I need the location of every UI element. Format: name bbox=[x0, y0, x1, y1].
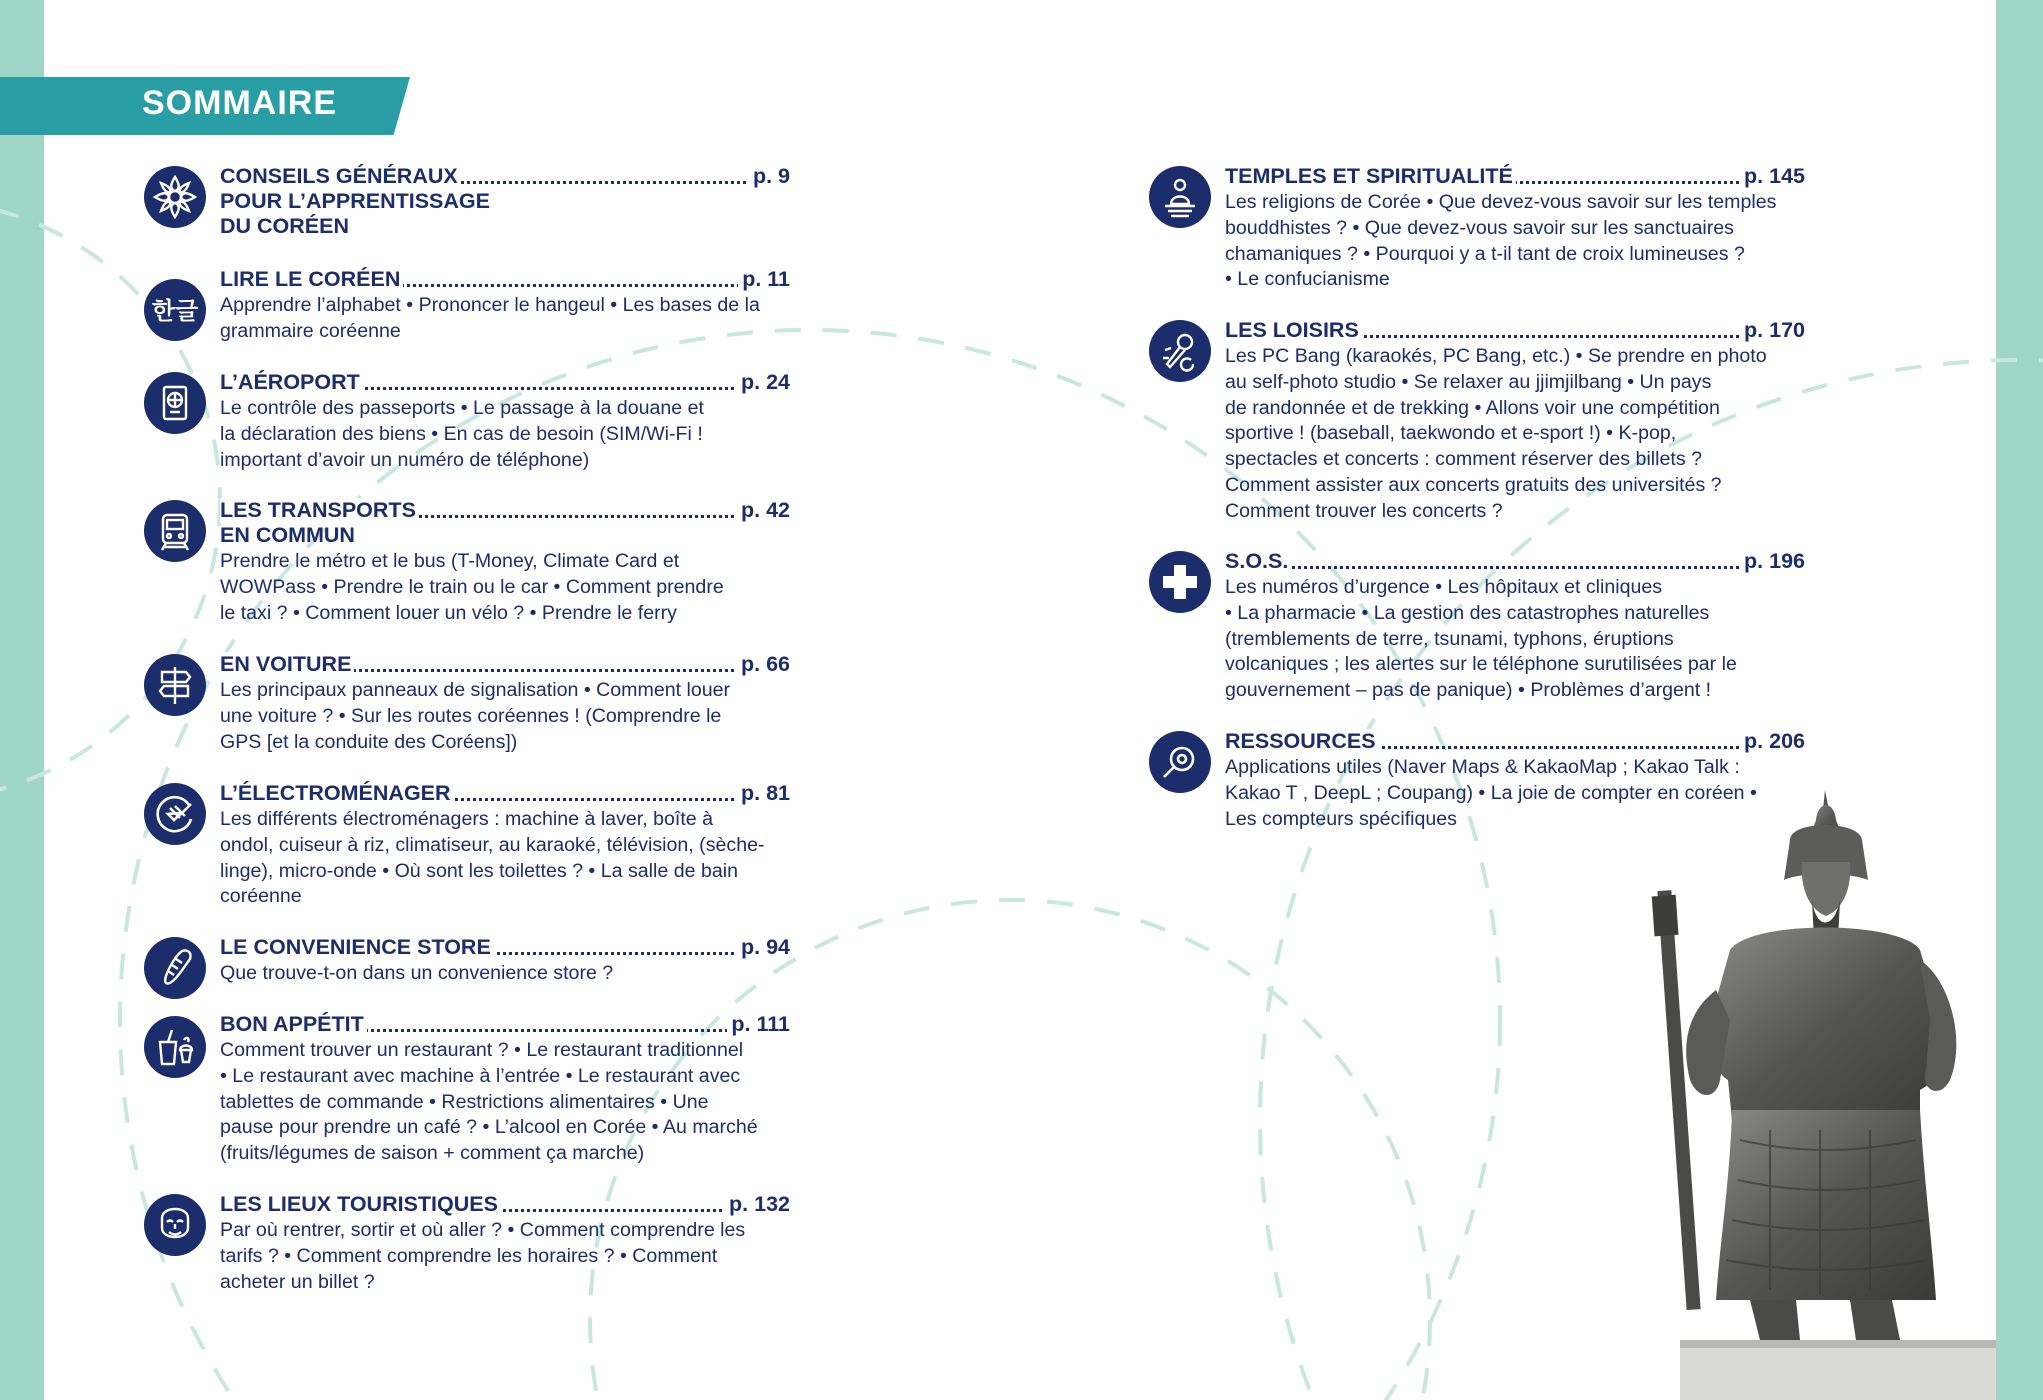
entry-description: Les numéros d’urgence • Les hôpitaux et cliniques • La pharmacie • La gestion des catastrophes naturelles (tremblements de terre, tsunami, typhons, éruptions volcaniques ; les alertes sur le téléphone surutilisées par le gouvernement – pas de panique) • Problèmes d’argent ! bbox=[1225, 576, 1737, 702]
entry-page: p. 9 bbox=[749, 164, 790, 189]
toc-entry-electromenager[interactable] bbox=[220, 781, 790, 910]
cross-icon bbox=[1149, 551, 1211, 613]
entry-title: L’ÉLECTROMÉNAGER bbox=[220, 781, 454, 806]
entry-description: Les différents électroménagers : machine à laver, boîte à ondol, cuiseur à riz, climatiseur, au karaoké, télévision, (sèche- linge), micro-onde • Où sont les toilettes ? • La salle de bain coréenne bbox=[220, 808, 765, 908]
toc-entry-temples[interactable] bbox=[1225, 164, 1805, 293]
entry-page: p. 42 bbox=[737, 498, 790, 523]
entry-subtitle: POUR L’APPRENTISSAGE DU CORÉEN bbox=[220, 189, 490, 238]
entry-title: BON APPÉTIT bbox=[220, 1012, 367, 1037]
toc-entry-convenience[interactable] bbox=[220, 935, 790, 987]
entry-description: Comment trouver un restaurant ? • Le restaurant traditionnel • Le restaurant avec machine à l’entrée • Le restaurant avec tablettes de commande • Restrictions alimentaires • Une pause pour prendre un café ? • L’alcool en Corée • Au marché (fruits/légumes de saison + comment ça marche) bbox=[220, 1039, 758, 1165]
entry-title: LES TRANSPORTS bbox=[220, 498, 419, 523]
toc-entry-aeroport[interactable] bbox=[220, 370, 790, 473]
entry-title: TEMPLES ET SPIRITUALITÉ bbox=[1225, 164, 1516, 189]
toc-entry-bon-appetit[interactable] bbox=[220, 1012, 790, 1167]
entry-description: Que trouve-t-on dans un convenience store ? bbox=[220, 962, 614, 984]
entry-page: p. 24 bbox=[737, 370, 790, 395]
toc-entry-transports[interactable] bbox=[220, 498, 790, 626]
entry-page: p. 145 bbox=[1740, 164, 1805, 189]
entry-page: p. 111 bbox=[727, 1012, 790, 1037]
toc-entry-conseils[interactable] bbox=[220, 164, 790, 239]
entry-page: p. 132 bbox=[725, 1192, 790, 1217]
admiral-statue-image bbox=[1620, 780, 1996, 1400]
entry-description: Les religions de Corée • Que devez-vous savoir sur les temples bouddhistes ? • Que devez-vous savoir sur les sanctuaires chamaniques ? • Pourquoi y a t-il tant de croix lumineuses ? • Le confucianisme bbox=[1225, 191, 1777, 291]
entry-title: LE CONVENIENCE STORE bbox=[220, 935, 494, 960]
entry-title: EN VOITURE bbox=[220, 652, 354, 677]
entry-title: S.O.S. bbox=[1225, 549, 1291, 574]
entry-title: LES LIEUX TOURISTIQUES bbox=[220, 1192, 501, 1217]
entry-description: Les principaux panneaux de signalisation • Comment louer une voiture ? • Sur les routes coréennes ! (Comprendre le GPS [et la conduite des Coréens]) bbox=[220, 679, 731, 753]
page-title: SOMMAIRE bbox=[142, 84, 337, 122]
entry-title: L’AÉROPORT bbox=[220, 370, 363, 395]
entry-title: RESSOURCES bbox=[1225, 729, 1379, 754]
entry-page: p. 206 bbox=[1740, 729, 1805, 754]
toc-entry-voiture[interactable] bbox=[220, 652, 790, 755]
search-icon bbox=[1149, 731, 1211, 793]
entry-description: Les PC Bang (karaokés, PC Bang, etc.) • Se prendre en photo au self-photo studio • Se relaxer au jjimjilbang • Un pays de randonnée et de trekking • Allons voir une compétition sportive ! (baseball, taekwondo et e-sport !) • K-pop, spectacles et concerts : comment réserver des billets ? Comment assister aux concerts gratuits des universités ? Comment trouver les concerts ? bbox=[1225, 345, 1767, 522]
entry-page: p. 66 bbox=[737, 652, 790, 677]
train-icon bbox=[144, 500, 206, 562]
microphone-icon bbox=[1149, 320, 1211, 382]
signpost-icon bbox=[144, 654, 206, 716]
entry-title: LIRE LE CORÉEN bbox=[220, 267, 403, 292]
entry-page: p. 196 bbox=[1740, 549, 1805, 574]
mask-icon bbox=[144, 1194, 206, 1256]
toc-entry-lieux-touristiques[interactable] bbox=[220, 1192, 790, 1295]
plug-icon bbox=[144, 783, 206, 845]
buddha-icon bbox=[1149, 166, 1211, 228]
toc-entry-loisirs[interactable] bbox=[1225, 318, 1805, 525]
entry-page: p. 11 bbox=[738, 267, 790, 292]
hangeul-icon bbox=[144, 279, 206, 341]
passport-icon bbox=[144, 372, 206, 434]
entry-page: p. 94 bbox=[737, 935, 790, 960]
toc-entry-sos[interactable] bbox=[1225, 549, 1805, 704]
bread-icon bbox=[144, 937, 206, 999]
toc-entry-lire[interactable] bbox=[151, 267, 790, 345]
svg-text:한글: 한글 bbox=[151, 297, 199, 325]
entry-description: Prendre le métro et le bus (T-Money, Climate Card et WOWPass • Prendre le train ou le car • Comment prendre le taxi ? • Comment louer un vélo ? • Prendre le ferry bbox=[220, 550, 724, 624]
entry-page: p. 170 bbox=[1740, 318, 1805, 343]
entry-page: p. 81 bbox=[737, 781, 790, 806]
entry-description: Par où rentrer, sortir et où aller ? • Comment comprendre les tarifs ? • Comment comprendre les horaires ? • Comment acheter un billet ? bbox=[220, 1219, 746, 1293]
entry-title: LES LOISIRS bbox=[1225, 318, 1362, 343]
entry-subtitle: EN COMMUN bbox=[220, 523, 355, 547]
entry-description: Applications utiles (Naver Maps & KakaoMap ; Kakao Talk : Kakao T , DeepL ; Coupang) • La joie de compter en coréen • Les compteurs spécifiques bbox=[1225, 756, 1757, 830]
entry-description: Le contrôle des passeports • Le passage à la douane et la déclaration des biens • En cas de besoin (SIM/Wi-Fi ! important d’avoir un numéro de téléphone) bbox=[220, 397, 704, 471]
drinks-icon bbox=[144, 1016, 206, 1078]
flower-icon bbox=[144, 166, 206, 228]
entry-title: CONSEILS GÉNÉRAUX bbox=[220, 164, 461, 189]
entry-description: Apprendre l’alphabet • Prononcer le hangeul • Les bases de la grammaire coréenne bbox=[220, 294, 760, 342]
